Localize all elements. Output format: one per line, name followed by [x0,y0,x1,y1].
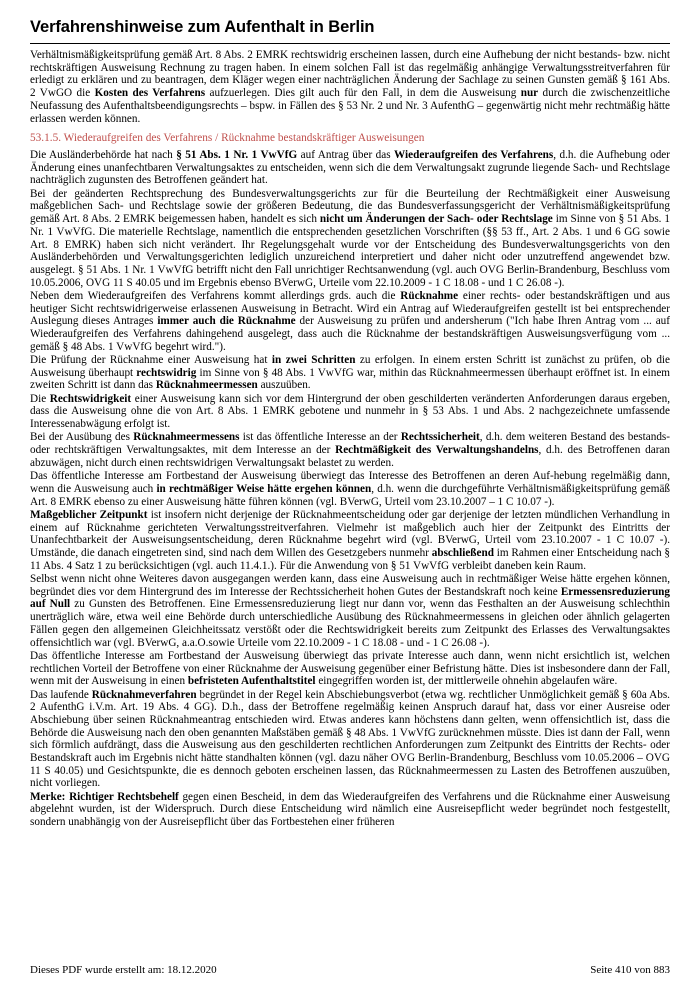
page-footer [30,964,670,976]
page-title: Verfahrenshinweise zum Aufenthalt in Berlin [30,18,375,36]
paragraph-p9: Maßgeblicher Zeitpunkt ist insofern nicht derjenige der Rücknahmeentscheidung oder gar derjenige der letzten mündlichen Verhandlung in einem auf Rücknahme gerichteten Verwaltungsstreitverfahren. Vielmehr ist maßgeblich auch hier der Zeitpunkt des Eintritts der Unanfechtbarkeit der Ausweisungsentscheidung, deren Rücknahme begehrt wird (vgl. BVerwG, Urteil vom 23.10.2007 - 1 C 10.07 -). Umstände, die danach eingetreten sind, sind nach dem Willen des Gesetzgebers nunmehr abschließend im Rahmen einer Entscheidung nach § 11 Abs. 4 Satz 1 zu berücksichtigen (vgl. auch 11.4.1.). Für die Anwendung von § 51 VwVfG verbleibt daneben kein Raum. [30,508,670,572]
paragraph-p7: Bei der Ausübung des Rücknahmeermessens ist das öffentliche Interesse an der Rechtssicherheit, d.h. dem weiteren Bestand des bestands- oder rechtskräftigen Verwaltungsaktes, mit dem Interesse an der Rechtmäßigkeit des Verwaltungshandelns, d.h. des Betroffenen daran abzuwägen, nicht durch einen rechtswidrigen Verwaltungsakt belastet zu werden. [30,431,670,469]
section-heading: 53.1.5. Wiederaufgreifen des Verfahrens / Rücknahme bestandskräftiger Ausweisungen [30,132,425,145]
paragraph-p4: Neben dem Wiederaufgreifen des Verfahrens kommt allerdings grds. auch die Rücknahme einer rechts- oder bestandskräftigen und aus heutiger Sicht rechtswidrigerweise erlassenen Ausweisung in Betracht. Wird ein Antrag auf Wiederaufgreifen gestellt ist bei entsprechender Auslegung dieses Antrages immer auch die Rücknahme der Ausweisung zu prüfen und andersherum ("Ich habe Ihren Antrag vom ... auf Wiederaufgreifen des Verfahrens dahingehend ausgelegt, dass auch die Rücknahme der bestandskräftigen Ausweisungsverfügung vom ... gemäß § 48 Abs. 1 VwVfG begehrt wird."). [30,289,670,353]
paragraph-p10: Selbst wenn nicht ohne Weiteres davon ausgegangen werden kann, dass eine Ausweisung auch in rechtmäßiger Weise hätte ergehen können, begründet dies vor dem Hintergrund des im Interesse der Rechtssicherheit hohen Gutes der Bestandskraft noch keine Ermessensreduzierung auf Null zu Gunsten des Betroffenen. Eine Ermessensreduzierung liegt nur dann vor, wenn das Festhalten an der Ausweisung schlechthin unerträglich wäre, etwa weil eine Behörde durch unterschiedliche Ausübung des Rücknahmeermessens in gleichen oder ähnlich gelagerten Fällen gegen den allgemeinen Gleichheitssatz verstößt oder die Rechtswidrigkeit bereits zum Zeitpunkt des Erlasses des Verwaltungsaktes offensichtlich war (vgl. BVerwG, a.a.O.sowie Urteile vom 22.10.2009 - 1 C 18.08 - und - 1 C 26.08 -). [30,572,670,649]
paragraph-p3: Bei der geänderten Rechtsprechung des Bundesverwaltungsgerichts zur für die Beurteilung der Rechtmäßigkeit einer Ausweisung maßgeblichen Sach- und Rechtslage sowie der größeren Bedeutung, die das Bundesverfassungsgericht der Verhältnismäßigkeitsprüfung gemäß Art. 8 Abs. 2 EMRK beigemessen haben, handelt es sich nicht um Änderungen der Sach- oder Rechtslage im Sinne von § 51 Abs. 1 Nr. 1 VwVfG. Die materielle Rechtslage, namentlich die entsprechenden gesetzlichen Vorschriften (§§ 53 ff., Art. 2 Abs. 1 und 6 GG sowie Art. 8 EMRK) haben sich nicht verändert. Ihr Regelungsgehalt wurde vor der Entscheidung des Bundesverwaltungsgerichts von den Ausländerbehörden und Verwaltungsgerichten lediglich unzureichend interpretiert und daher nicht oder unzutreffend angewendet bzw. ausgelegt. § 51 Abs. 1 Nr. 1 VwVfG betrifft nicht den Fall unrichtiger Rechtsanwendung (vgl. auch OVG Berlin-Brandenburg, Beschluss vom 10.05.2006, OVG 11 S 40.05 und im Ergebnis ebenso BVerwG, Urteile vom 22.10.2009 - 1 C 18.08 - und 1 C 26.08 -). [30,187,670,289]
paragraph-p1: Verhältnismäßigkeitsprüfung gemäß Art. 8 Abs. 2 EMRK rechtswidrig erscheinen lassen, durch eine Aufhebung der nicht bestands- bzw. nicht rechtskräftigen Ausweisung Rechnung zu tragen haben. In einem solchen Fall ist das regelmäßig anhängige Verwaltungsstreitverfahren für erledigt zu erklären und zu beantragen, dem Kläger wegen einer nachträglichen Änderung der Sachlage zu seinen Gunsten gemäß § 161 Abs. 2 VwGO die Kosten des Verfahrens aufzuerlegen. Dies gilt auch für den Fall, in dem die Ausweisung nur durch die zwischenzeitliche Neufassung des Aufenthaltsbeendigungsrechts – bspw. in Fällen des § 53 Nr. 2 und Nr. 3 AufenthG – gegenwärtig nicht mehr rechtmäßig hätte erlassen werden können. [30,49,670,125]
paragraph-p11: Das öffentliche Interesse am Fortbestand der Ausweisung überwiegt das private Interesse auch dann, wenn nicht ersichtlich ist, welchen rechtlichen Vorteil der Betroffene von einer Rücknahme der Ausweisung gegenüber einer Befristung hätte. Dies ist insbesondere dann der Fall, wenn mit der Ausweisung in einen befristeten Aufenthaltstitel eingegriffen worden ist, der mittlerweile ohnehin abgelaufen wäre. [30,649,670,688]
title-divider [30,43,670,44]
document-body [30,49,670,829]
paragraph-p2: Die Ausländerbehörde hat nach § 51 Abs. 1 Nr. 1 VwVfG auf Antrag über das Wiederaufgreifen des Verfahrens, d.h. die Aufhebung oder Änderung eines unanfechtbaren Verwaltungsaktes zu entscheiden, wenn sich die dem Verwaltungsakt zugrunde liegende Sach- und Rechtslage nachträglich zugunsten des Betroffenen geändert hat. [30,149,670,187]
paragraph-p13: Merke: Richtiger Rechtsbehelf gegen einen Bescheid, in dem das Wiederaufgreifen des Verfahrens und die Rücknahme einer Ausweisung abgelehnt wurden, ist der Widerspruch. Durch diese Entscheidung wird nämlich eine Ausreisepflicht weder begründet noch festgestellt, sondern unabhängig von der Ausreisepflicht über das Fortbestehen einer früheren [30,790,670,829]
paragraph-p6: Die Rechtswidrigkeit einer Ausweisung kann sich vor dem Hintergrund der oben geschilderten veränderten Anforderungen daraus ergeben, dass die Ausweisung ohne die von Art. 8 Abs. 1 EMRK gebotene und nunmehr in § 53 Abs. 1 und Abs. 2 nachgezeichnete umfassende Interessenabwägung erfolgt ist. [30,392,671,431]
footer-page-number: Seite 410 von 883 [590,964,670,976]
paragraph-p12: Das laufende Rücknahmeverfahren begründet in der Regel kein Abschiebungsverbot (etwa wg. rechtlicher Unmöglichkeit gemäß § 60a Abs. 2 AufenthG i.V.m. Art. 19 Abs. 4 GG). D.h., dass der Betroffene regelmäßig keinen Anspruch darauf hat, dass vor einer Ausreise oder Abschiebung über seinen Rücknahmeantrag entschieden wird. Etwas anderes kann höchstens dann gelten, wenn offensichtlich ist, dass die Behörde die Ausweisung nach den oben genannten Maßstäben gemäß § 48 Abs. 1 VwVfG zurücknehmen müsste. Dies ist dann der Fall, wenn sich förmlich aufdrängt, dass die Ausweisung aus den geschilderten rechtlichen Anforderungen zum Zeitpunkt des Eintritts der Rechts- oder Bestandskraft auch im Ergebnis nicht hätte standhalten können (vgl. dazu näher OVG Berlin-Brandenburg, Beschluss vom 10.05.2006 – OVG 11 S 40.05) und Gesichtspunkte, die es dennoch geboten erscheinen lassen, das Rücknahmeermessen zu Lasten des Betroffenen auszuüben, nicht vorliegen. [30,688,670,790]
paragraph-p8: Das öffentliche Interesse am Fortbestand der Ausweisung überwiegt das Interesse des Betroffenen an deren Auf-hebung regelmäßig dann, wenn die Ausweisung auch in rechtmäßiger Weise hätte ergehen können, d.h. wenn die durchgeführte Verhältnismäßigkeitsprüfung gemäß Art. 8 EMRK ebenso zu einer Ausweisung hätte führen können (vgl. BVerwG, Urteil vom 23.10.2007 – 1 C 10.07 -). [30,470,671,508]
footer-creation-date: Dieses PDF wurde erstellt am: 18.12.2020 [30,964,217,976]
paragraph-p5: Die Prüfung der Rücknahme einer Ausweisung hat in zwei Schritten zu erfolgen. In einem ersten Schritt ist zunächst zu prüfen, ob die Ausweisung überhaupt rechtswidrig im Sinne von § 48 Abs. 1 VwVfG war, mithin das Rücknahmeermessen überhaupt eröffnet ist. In einem zweiten Schritt ist dann das Rücknahmeermessen auszuüben. [30,354,670,392]
